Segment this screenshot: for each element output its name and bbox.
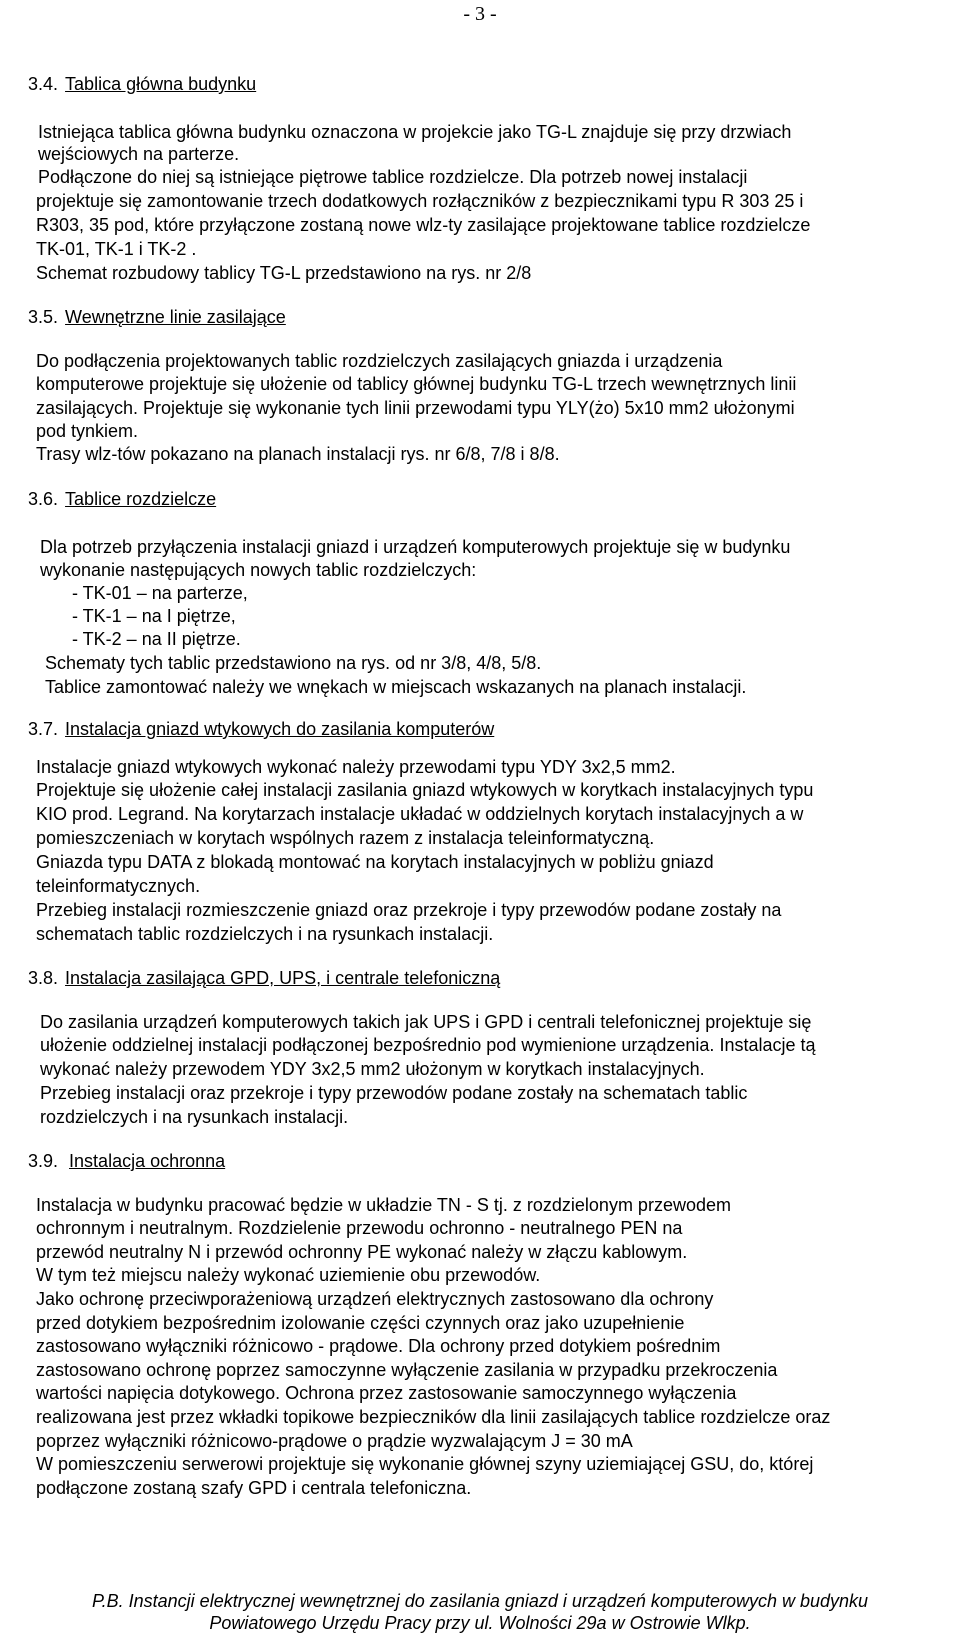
paragraph-line: Przebieg instalacji rozmieszczenie gniazd oraz przekroje i typy przewodów podane zostały na [36,900,782,920]
paragraph-line: zasilających. Projektuje się wykonanie tych linii przewodami typu YLY(żo) 5x10 mm2 ułożonymi [36,398,795,418]
paragraph-line: realizowana jest przez wkładki topikowe bezpieczników dla linii zasilających tablice rozdzielcze oraz [36,1407,831,1427]
paragraph-line: komputerowe projektuje się ułożenie od tablicy głównej budynku TG-L trzech wewnętrznych linii [36,374,797,394]
footer-line-2: Powiatowego Urzędu Pracy przy ul. Wolności 29a w Ostrowie Wlkp. [209,1613,751,1633]
section-number: 3.6. [28,489,59,509]
paragraph-line: Istniejąca tablica główna budynku oznaczona w projekcie jako TG-L znajduje się przy drzwiach [38,122,792,142]
paragraph-line: wykonać należy przewodem YDY 3x2,5 mm2 ułożonym w korytkach instalacyjnych. [40,1059,705,1079]
paragraph-line: projektuje się zamontowanie trzech dodatkowych rozłączników z bezpiecznikami typu R 303 25 i [36,191,804,211]
paragraph-line: pomieszczeniach w korytach wspólnych razem z instalacja teleinformatyczną. [36,828,655,848]
paragraph-line: W tym też miejscu należy wykonać uziemienie obu przewodów. [36,1265,541,1285]
paragraph-line: podłączone zostaną szafy GPD i centrala telefoniczna. [36,1478,472,1498]
section-title: Wewnętrzne linie zasilające [65,307,286,327]
page-number: - 3 - [463,3,497,25]
footer-line-1: P.B. Instancji elektrycznej wewnętrznej do zasilania gniazd i urządzeń komputerowych w budynku [91,1591,869,1611]
paragraph-line: Projektuje się ułożenie całej instalacji zasilania gniazd wtykowych w korytkach instalacyjnych typu [36,780,814,800]
section-heading-3-5 [28,306,286,328]
paragraph-line: Jako ochronę przeciwporażeniową urządzeń elektrycznych zastosowano dla ochrony [36,1289,714,1309]
paragraph-line: Dla potrzeb przyłączenia instalacji gniazd i urządzeń komputerowych projektuje się w budynku [40,537,791,557]
paragraph-line: Schemat rozbudowy tablicy TG-L przedstawiono na rys. nr 2/8 [36,263,532,283]
paragraph-line: Trasy wlz-tów pokazano na planach instalacji rys. nr 6/8, 7/8 i 8/8. [36,444,560,464]
paragraph-line: Podłączone do niej są istniejące piętrowe tablice rozdzielcze. Dla potrzeb nowej instalacji [38,167,748,187]
section-number: 3.4. [28,74,59,94]
paragraph-line: Schematy tych tablic przedstawiono na rys. od nr 3/8, 4/8, 5/8. [45,653,542,673]
paragraph-line: poprzez wyłączniki różnicowo-prądowe o prądzie wyzwalającym J = 30 mA [36,1431,633,1451]
section-number: 3.5. [28,307,59,327]
paragraph-line: schematach tablic rozdzielczych i na rysunkach instalacji. [36,924,494,944]
paragraph-line: wykonanie następujących nowych tablic rozdzielczych: [40,560,477,580]
section-heading-3-9 [28,1150,225,1172]
section-heading-3-7 [28,718,494,740]
section-number: 3.9. [28,1151,59,1171]
list-item: - TK-1 – na I piętrze, [72,606,236,626]
paragraph-line: wejściowych na parterze. [38,144,240,164]
paragraph-line: W pomieszczeniu serwerowi projektuje się wykonanie głównej szyny uziemiającej GSU, do, której [36,1454,814,1474]
section-heading-3-4 [28,73,256,95]
list-item: - TK-2 – na II piętrze. [72,629,241,649]
paragraph-line: rozdzielczych i na rysunkach instalacji. [40,1107,349,1127]
paragraph-line: Gniazda typu DATA z blokadą montować na korytach instalacyjnych w pobliżu gniazd [36,852,714,872]
paragraph-line: przewód neutralny N i przewód ochronny PE wykonać należy w złączu kablowym. [36,1242,688,1262]
paragraph-line: ochronnym i neutralnym. Rozdzielenie przewodu ochronno - neutralnego PEN na [36,1218,683,1238]
paragraph-line: TK-01, TK-1 i TK-2 . [36,239,197,259]
section-number: 3.8. [28,968,59,988]
paragraph-line: Instalacja w budynku pracować będzie w układzie TN - S tj. z rozdzielonym przewodem [36,1195,731,1215]
section-heading-3-6 [28,488,216,510]
paragraph-line: Instalacje gniazd wtykowych wykonać należy przewodami typu YDY 3x2,5 mm2. [36,757,676,777]
section-number: 3.7. [28,719,59,739]
paragraph-line: Do zasilania urządzeń komputerowych takich jak UPS i GPD i centrali telefonicznej projektuje się [40,1012,812,1032]
section-title: Instalacja gniazd wtykowych do zasilania komputerów [65,719,495,739]
paragraph-line: teleinformatycznych. [36,876,201,896]
paragraph-line: R303, 35 pod, które przyłączone zostaną nowe wlz-ty zasilające projektowane tablice rozdzielcze [36,215,811,235]
list-item: - TK-01 – na parterze, [72,583,248,603]
paragraph-line: zastosowano wyłączniki różnicowo - prądowe. Dla ochrony przed dotykiem pośrednim [36,1336,721,1356]
paragraph-line: wartości napięcia dotykowego. Ochrona przez zastosowanie samoczynnego wyłączenia [36,1383,737,1403]
paragraph-line: Do podłączenia projektowanych tablic rozdzielczych zasilających gniazda i urządzenia [36,351,723,371]
paragraph-line: przed dotykiem bezpośrednim izolowanie części czynnych oraz jako uzupełnienie [36,1313,685,1333]
paragraph-line: Tablice zamontować należy we wnękach w miejscach wskazanych na planach instalacji. [45,677,747,697]
section-title: Tablice rozdzielcze [65,489,217,509]
section-title: Instalacja zasilająca GPD, UPS, i centrale telefoniczną [65,968,501,988]
paragraph-line: KIO prod. Legrand. Na korytarzach instalacje układać w oddzielnych korytach instalacyjnych a w [36,804,804,824]
section-heading-3-8 [28,967,500,989]
paragraph-line: pod tynkiem. [36,421,139,441]
paragraph-line: zastosowano ochronę poprzez samoczynne wyłączenie zasilania w przypadku przekroczenia [36,1360,778,1380]
section-title: Tablica główna budynku [65,74,257,94]
paragraph-line: ułożenie oddzielnej instalacji podłączonej bezpośrednio pod wymienione urządzenia. Instalacje tą [40,1035,816,1055]
paragraph-line: Przebieg instalacji oraz przekroje i typy przewodów podane zostały na schematach tablic [40,1083,748,1103]
section-title: Instalacja ochronna [69,1151,226,1171]
